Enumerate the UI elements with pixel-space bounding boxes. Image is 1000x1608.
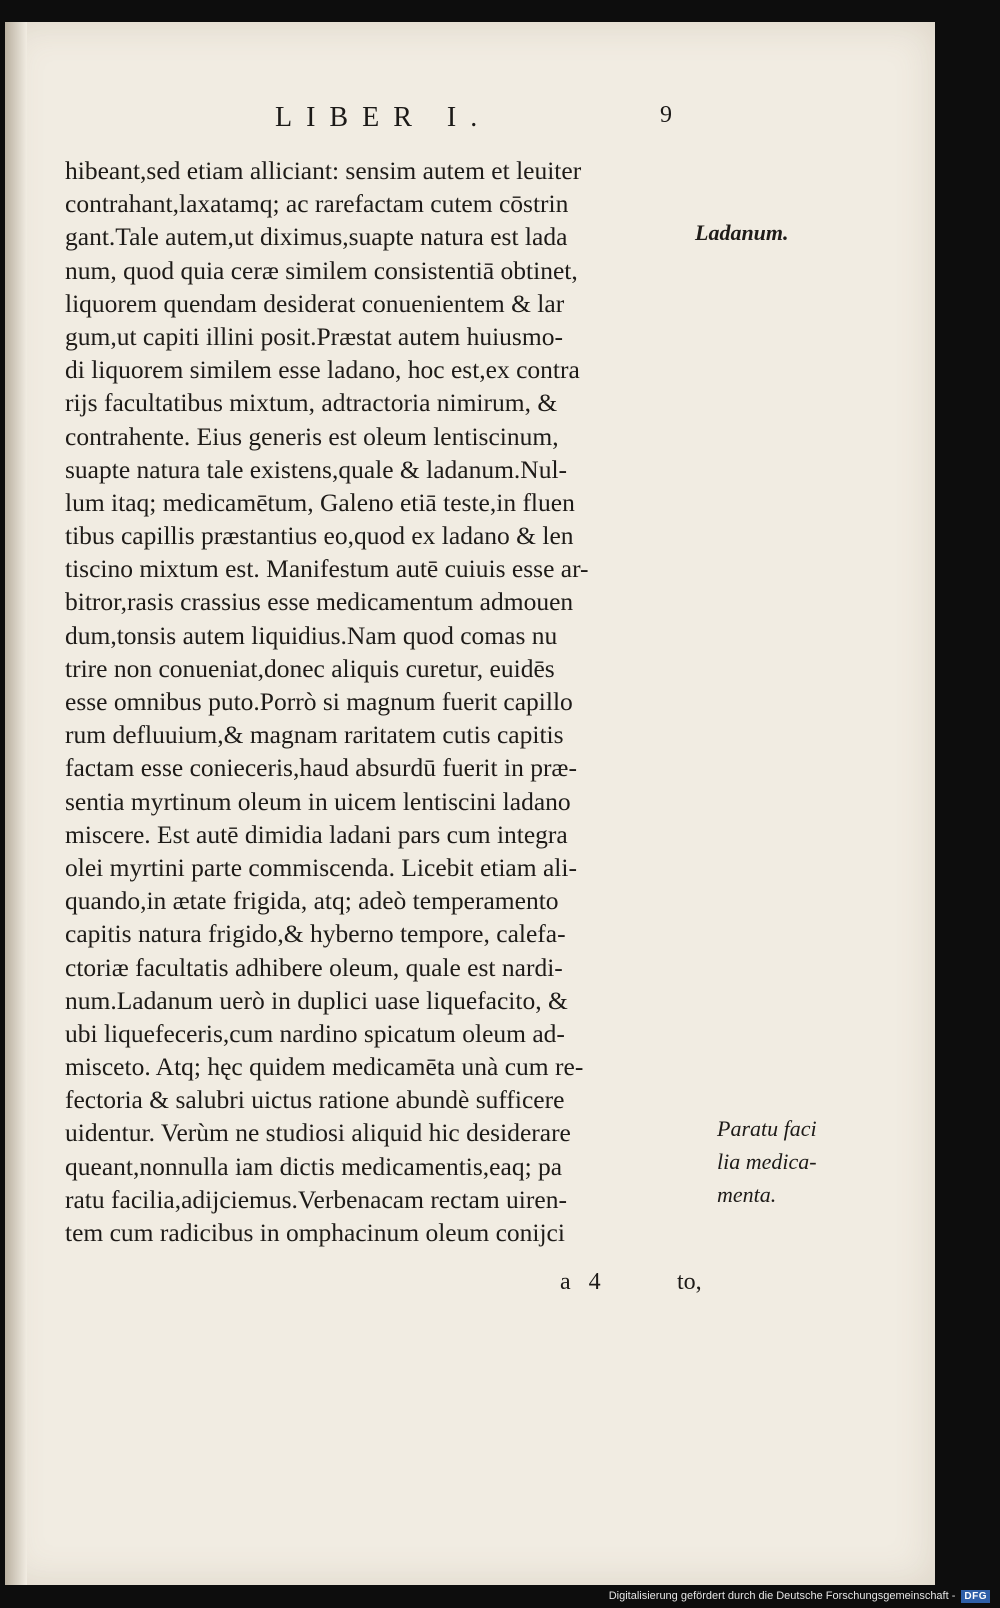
- digitization-footer: [609, 1586, 990, 1606]
- text-line: lum itaq; medicamētum, Galeno etiā teste,in fluen: [65, 487, 575, 517]
- text-line: rum defluuium,& magnam raritatem cutis capitis: [65, 720, 564, 750]
- text-line: num.Ladanum uerò in duplici uase liquefacito, &: [65, 985, 568, 1015]
- text-line: suapte natura tale existens,quale & ladanum.Nul-: [65, 454, 568, 484]
- text-line: esse omnibus puto.Porrò si magnum fuerit capillo: [65, 687, 573, 716]
- text-line: ratu facilia,adijciemus.Verbenacam rectam uiren-: [65, 1184, 567, 1214]
- text-line: dum,tonsis autem liquidius.Nam quod comas nu: [65, 620, 558, 650]
- text-line: hibeant,sed etiam alliciant: sensim autem et leuiter: [65, 156, 582, 185]
- footer-text: Digitalisierung gefördert durch die Deutsche Forschungsgemeinschaft -: [608, 1590, 956, 1602]
- marginal-note-paratu-3: menta.: [717, 1182, 777, 1207]
- catchword: to,: [677, 1269, 702, 1295]
- text-line: ubi liquefeceris,cum nardino spicatum oleum ad-: [65, 1018, 565, 1048]
- text-line: contrahant,laxatamq; ac rarefactam cutem cōstrin: [65, 189, 569, 219]
- text-line: capitis natura frigido,& hyberno tempore, calefa-: [65, 919, 566, 949]
- text-line: trire non conueniat,donec aliquis curetur, euidēs: [65, 653, 555, 683]
- text-line: olei myrtini parte commiscenda. Licebit etiam ali-: [65, 852, 577, 882]
- marginal-note-paratu-2: lia medica-: [717, 1149, 817, 1174]
- text-line: tiscino mixtum est. Manifestum autē cuiuis esse ar-: [65, 554, 589, 584]
- text-line: num, quod quia ceræ similem consistentiā obtinet,: [65, 255, 578, 285]
- text-line: quando,in ætate frigida, atq; adeò temperamento: [65, 886, 559, 916]
- text-line: miscere. Est autē dimidia ladani pars cum integra: [65, 819, 568, 849]
- text-line: queant,nonnulla iam dictis medicamentis,eaq; pa: [65, 1151, 563, 1181]
- text-line: di liquorem similem esse ladano, hoc est,ex contra: [65, 355, 580, 385]
- text-line: gant.Tale autem,ut diximus,suapte natura est lada: [65, 222, 568, 252]
- text-line: liquorem quendam desiderat conuenientem & lar: [65, 288, 565, 318]
- folio-number: 9: [660, 102, 672, 128]
- dfg-logo: DFG: [961, 1590, 990, 1603]
- marginal-note-paratu-1: Paratu faci: [717, 1116, 817, 1141]
- text-line: bitror,rasis crassius esse medicamentum admouen: [65, 587, 574, 617]
- text-line: uidentur. Verùm ne studiosi aliquid hic desiderare: [65, 1118, 571, 1148]
- text-line: tem cum radicibus in omphacinum oleum conijci: [65, 1218, 565, 1247]
- signature-mark: a 4: [560, 1269, 607, 1295]
- text-line: fectoria & salubri uictus ratione abundè sufficere: [65, 1085, 565, 1115]
- text-line: ctoriæ facultatis adhibere oleum, quale est nardi-: [65, 952, 563, 982]
- text-line: tibus capillis præstantius eo,quod ex ladano & len: [65, 521, 574, 551]
- text-line: factam esse conieceris,haud absurdū fuerit in præ-: [65, 753, 577, 783]
- text-line: contrahente. Eius generis est oleum lentiscinum,: [65, 421, 559, 451]
- book-page: [5, 22, 935, 1585]
- running-head: LIBER I.: [275, 102, 492, 133]
- text-line: rijs facultatibus mixtum, adtractoria nimirum, &: [65, 388, 558, 418]
- page-gutter-shadow: [5, 22, 27, 1585]
- body-text: [65, 154, 695, 1249]
- text-line: sentia myrtinum oleum in uicem lentiscini ladano: [65, 786, 571, 816]
- text-line: gum,ut capiti illini posit.Præstat autem huiusmo-: [65, 321, 563, 351]
- text-line: misceto. Atq; hęc quidem medicamēta unà cum re-: [65, 1052, 584, 1082]
- marginal-note-ladanum: Ladanum.: [695, 220, 789, 245]
